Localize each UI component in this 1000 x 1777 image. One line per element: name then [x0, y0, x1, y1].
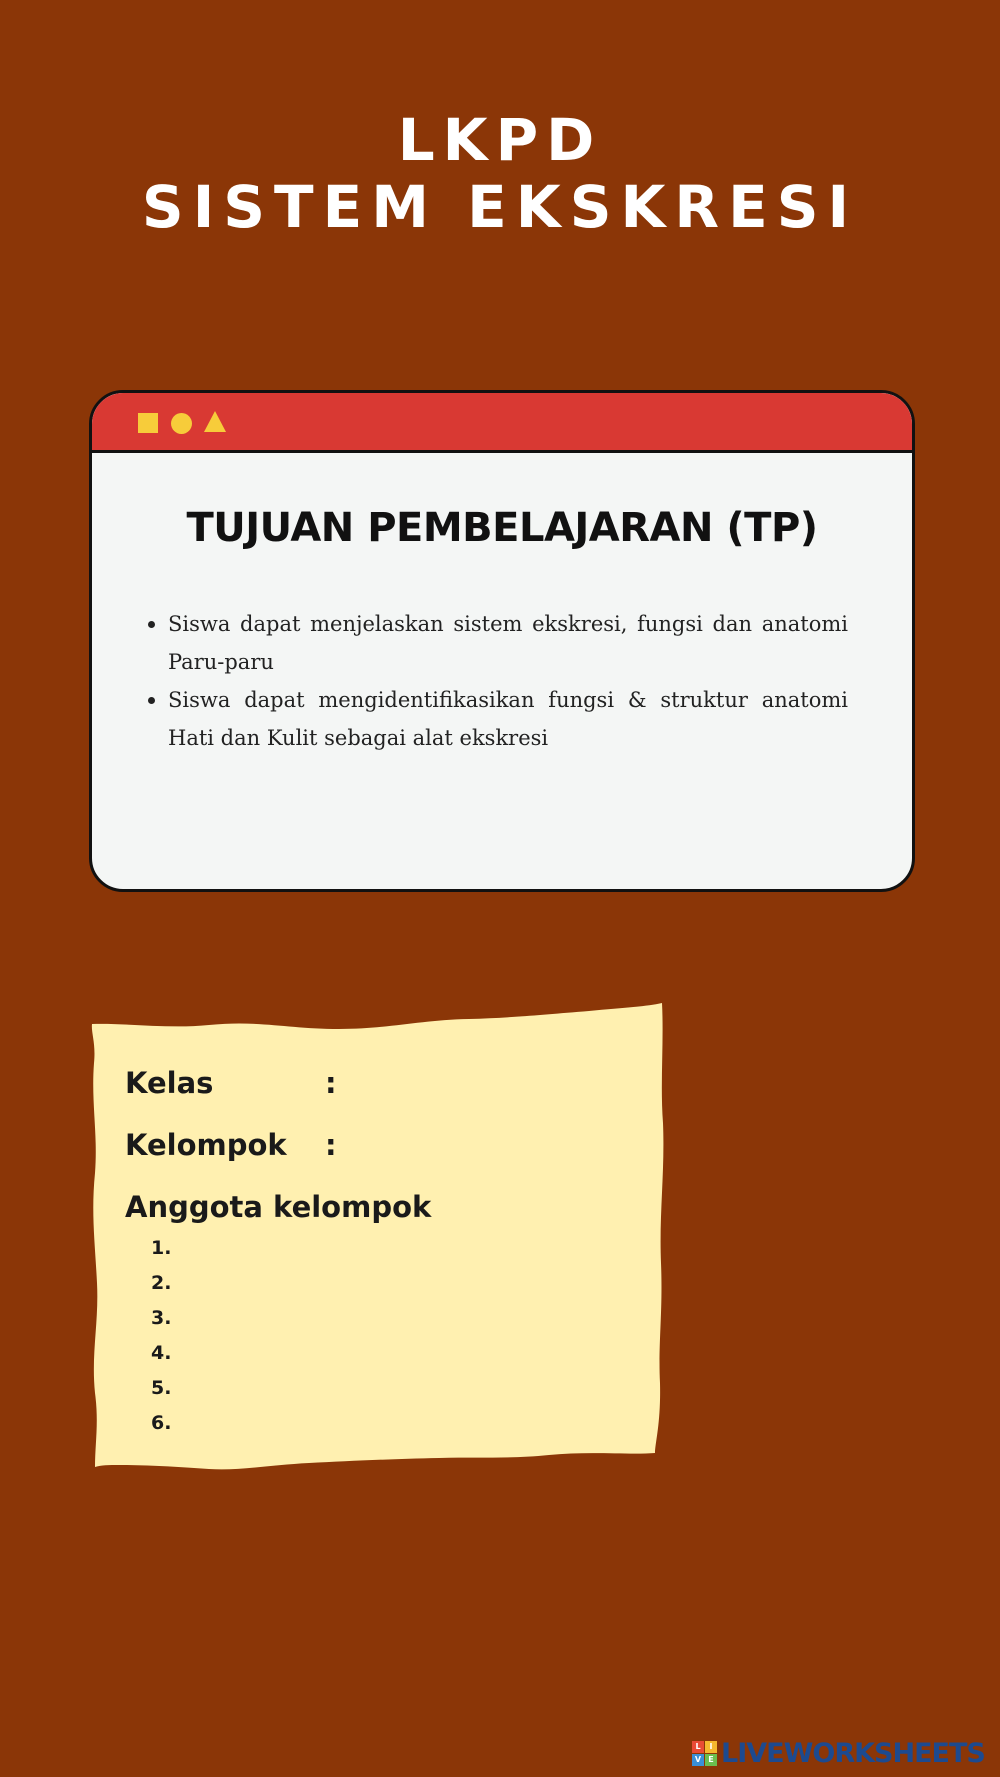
member-item: 2.: [151, 1272, 172, 1294]
card-title: TUJUAN PEMBELAJARAN (TP): [186, 505, 818, 551]
title-line-2: SISTEM EKSKRESI: [141, 173, 859, 241]
member-item: 4.: [151, 1342, 172, 1364]
brand-name: LIVEWORKSHEETS: [721, 1737, 985, 1769]
triangle-icon: [204, 411, 226, 432]
kelompok-label: Kelompok: [125, 1128, 287, 1162]
member-item: 6.: [151, 1412, 172, 1434]
kelas-colon: :: [325, 1066, 337, 1100]
kelas-field: [125, 1066, 337, 1100]
group-info-note: [89, 1003, 664, 1471]
member-item: 5.: [151, 1377, 172, 1399]
card-title-bar: [92, 393, 912, 453]
learning-goals-card: [89, 390, 915, 892]
kelompok-colon: :: [325, 1128, 337, 1162]
square-icon: [138, 413, 158, 433]
title-line-1: LKPD: [397, 106, 603, 174]
goals-list: [168, 605, 848, 757]
liveworksheets-logo[interactable]: [692, 1737, 985, 1769]
kelas-label: Kelas: [125, 1066, 214, 1100]
member-list: [151, 1231, 171, 1441]
circle-icon: [171, 413, 192, 434]
member-item: 1.: [151, 1237, 172, 1259]
member-item: 3.: [151, 1307, 172, 1329]
kelompok-field: [125, 1128, 337, 1162]
logo-mark-icon: L I V E: [692, 1741, 717, 1766]
anggota-label: Anggota kelompok: [125, 1190, 432, 1224]
goal-item: Siswa dapat menjelaskan sistem ekskresi, fungsi dan anatomi Paru-paru: [168, 605, 848, 681]
goal-item: Siswa dapat mengidentifikasikan fungsi & struktur anatomi Hati dan Kulit sebagai alat ekskresi: [168, 681, 848, 757]
